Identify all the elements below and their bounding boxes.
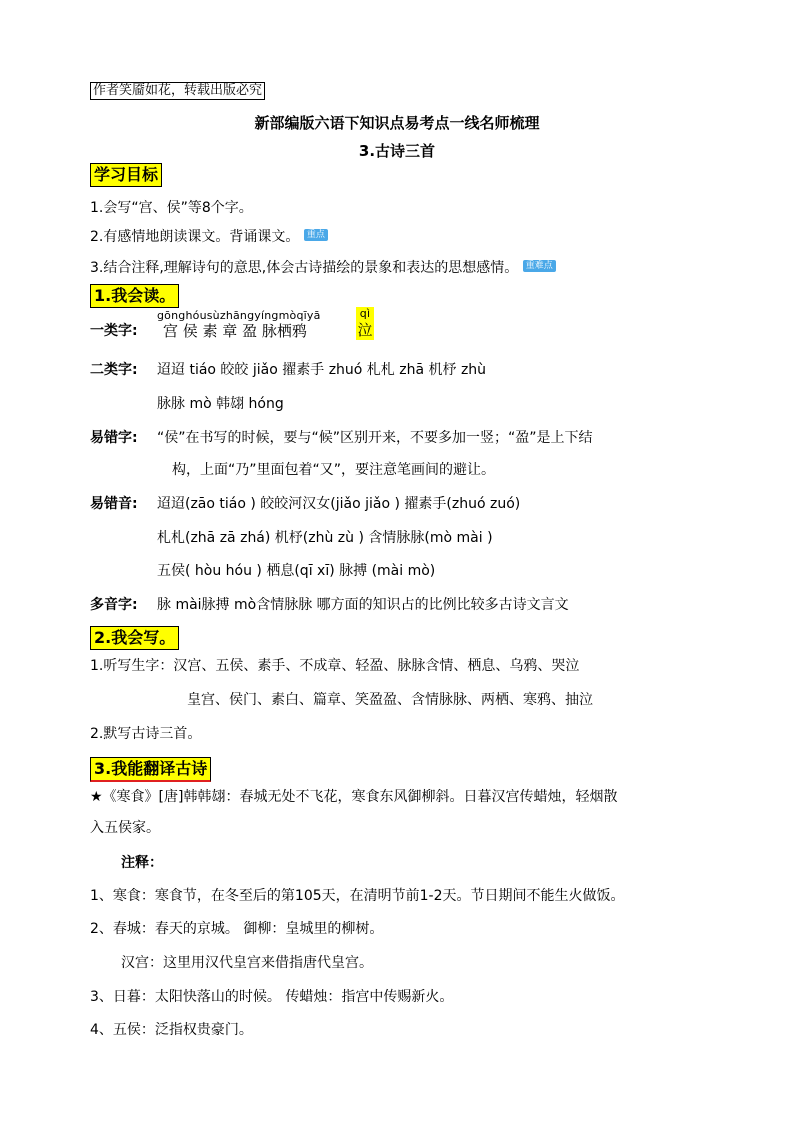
wrongsound-line-2: 札札(zhā zā zhá) 机杼(zhù zù ) 含情脉脉(mò mài ) — [157, 530, 493, 546]
wrongsound-line-1: 迢迢(zāo tiáo ) 皎皎河汉女(jiǎo jiǎo ) 擢素手(zhuó zuó) — [157, 496, 521, 512]
document-title: 新部编版六语下知识点易考点一线名师梳理 — [254, 114, 540, 132]
difficult-point-badge: 重难点 — [523, 260, 556, 272]
goal-item-3-text: 3.结合注释,理解诗句的意思,体会古诗描绘的景象和表达的思想感情。 — [90, 260, 519, 276]
class1-last-pinyin: qì — [359, 307, 371, 320]
write-item-1-line-1: 1.听写生字：汉宫、五侯、素手、不成章、轻盈、脉脉含情、栖息、乌鸦、哭泣 — [90, 658, 580, 674]
translate-heading: 3.我能翻译古诗 — [90, 757, 211, 782]
wrongsound-label: 易错音: — [90, 496, 138, 512]
mistake-line-2: 构，上面“乃”里面包着“又”，要注意笔画间的避让。 — [172, 462, 496, 478]
goal-item-1: 1.会写“宫、侯”等8个字。 — [90, 200, 253, 216]
class2-line-2: 脉脉 mò 韩翃 hóng — [157, 396, 284, 412]
class1-pinyin: gōnghóusùzhāngyíngmòqīyā — [157, 309, 321, 322]
polyphone-label: 多音字: — [90, 597, 138, 613]
write-item-2: 2.默写古诗三首。 — [90, 726, 202, 742]
notes-label: 注释： — [121, 855, 163, 871]
goal-item-2 — [90, 227, 328, 247]
lesson-title: 3.古诗三首 — [358, 142, 436, 160]
goals-heading: 学习目标 — [90, 163, 162, 187]
class1-last-char: 泣 — [357, 321, 373, 339]
write-heading: 2.我会写。 — [90, 626, 179, 650]
goal-item-3 — [90, 258, 556, 278]
mistake-label: 易错字: — [90, 430, 138, 446]
mistake-line-1: “侯”在书写的时候，要与“候”区别开来，不要多加一竖；“盈”是上下结 — [157, 430, 593, 446]
wrongsound-line-3: 五侯( hòu hóu ) 栖息(qī xī) 脉搏 (mài mò) — [157, 563, 436, 579]
note-2b: 汉宫：这里用汉代皇宫来借指唐代皇宫。 — [121, 955, 373, 971]
key-point-badge: 重点 — [304, 229, 328, 241]
goal-item-2-text: 2.有感情地朗读课文。背诵课文。 — [90, 229, 300, 245]
poem-line-1: ★《寒食》[唐]韩韩翃：春城无处不飞花，寒食东风御柳斜。日暮汉宫传蜡烛，轻烟散 — [90, 789, 618, 805]
polyphone-line: 脉 mài脉搏 mò含情脉脉 哪方面的知识占的比例比较多古诗文言文 — [157, 597, 569, 613]
write-item-1-line-2: 皇宫、侯门、素白、篇章、笑盈盈、含情脉脉、两栖、寒鸦、抽泣 — [187, 692, 593, 708]
class1-last-char-box — [356, 307, 374, 340]
class1-chars: 宫 侯 素 章 盈 脉栖鸦 — [163, 322, 307, 340]
note-3: 3、日暮：太阳快落山的时候。 传蜡烛：指宫中传赐新火。 — [90, 989, 454, 1005]
class1-label: 一类字: — [90, 323, 138, 339]
author-note: 作者笑靥如花，转载出版必究 — [90, 82, 265, 100]
note-4: 4、五侯：泛指权贵豪门。 — [90, 1022, 253, 1038]
note-2: 2、春城：春天的京城。 御柳：皇城里的柳树。 — [90, 921, 384, 937]
class2-line-1: 迢迢 tiáo 皎皎 jiǎo 擢素手 zhuó 札札 zhā 机杼 zhù — [157, 362, 487, 378]
class2-label: 二类字: — [90, 362, 138, 378]
note-1: 1、寒食：寒食节，在冬至后的第105天，在清明节前1-2天。节日期间不能生火做饭。 — [90, 888, 625, 904]
read-heading: 1.我会读。 — [90, 284, 179, 308]
poem-line-2: 入五侯家。 — [90, 820, 160, 836]
